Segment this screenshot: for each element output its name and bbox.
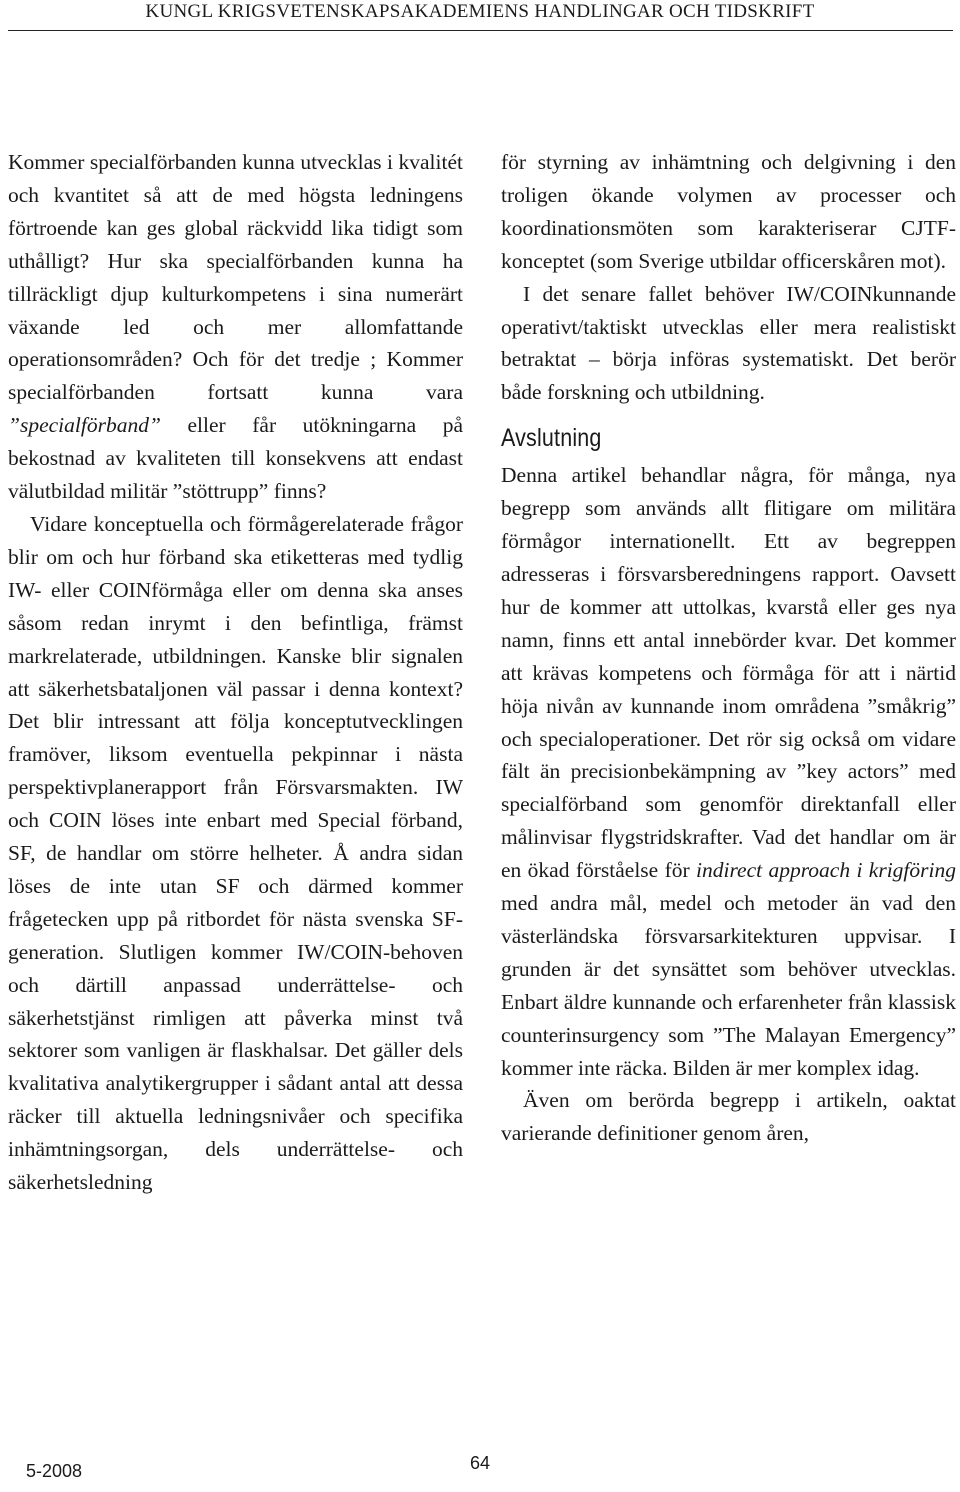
footer-page-number: 64	[469, 1453, 491, 1473]
right-paragraph-4: Även om berörda begrepp i artikeln, oaktat varierande definitioner genom åren,	[501, 1088, 956, 1146]
right-paragraph-3	[501, 459, 956, 1084]
header-rule	[8, 30, 953, 31]
left-paragraph-1	[8, 146, 463, 508]
right-paragraph-2: I det senare fallet behöver IW/COINkunnande operativt/taktiskt utvecklas eller mera realistiskt betraktat – börja införas systematiskt. Det berör både forskning och utbildning.	[501, 281, 956, 405]
right-column	[501, 146, 956, 1150]
right-p3-text-b: med andra mål, medel och metoder än vad den västerländska försvarsarkitekturen uppvisar. I grunden är det synsättet som behöver utvecklas. Enbart äldre kunnande och erfarenheter från klassisk counterinsurgency som ”The Malayan Emergency” kommer inte räcka. Bilden är mer komplex idag.	[501, 891, 956, 1080]
left-paragraph-2: Vidare konceptuella och förmågerelaterade frågor blir om och hur förband ska etiketteras med tydlig IW- eller COINförmåga eller om denna ska anses såsom redan inrymt i den befintliga, främst markrelaterade, utbildningen. Kanske blir signalen att säkerhetsbataljonen väl passar i denna kontext? Det blir intressant att följa konceptutvecklingen framöver, liksom eventuella pekpinnar i nästa perspektivplanerapport från Försvarsmakten. IW och COIN löses inte enbart med Special förband, SF, de handlar om större helheter. Å andra sidan löses de inte utan SF och därmed kommer frågetecken upp på ritbordet för nästa svenska SF-generation. Slutligen kommer IW/COIN-behoven och därtill anpassad underrättelse- och säkerhetstjänst rimligen att påverka minst två sektorer som vanligen är flaskhalsar. Det gäller dels kvalitativa analytikergrupper i sådant antal att dessa räcker till aktuella ledningsnivåer och specifika inhämtningsorgan, dels underrättelse- och säkerhetsledning	[8, 511, 463, 1195]
left-p1-text-a: Kommer specialförbanden kunna utvecklas i kvalitét och kvantitet så att de med högsta ledningens förtroende kan ges global räckvidd lika tidigt som uthålligt? Hur ska specialförbanden kunna ha tillräckligt djup kulturkompetens i sina numerärt växande led och mer allomfattande operationsområden? Och för det tredje ; Kommer specialförbanden fortsatt kunna vara	[8, 150, 463, 405]
section-heading: Avslutning	[501, 424, 602, 453]
right-p3-text-a: Denna artikel behandlar några, för många, nya begrepp som används allt flitigare om militära förmågor internationellt. Ett av begreppen adresseras i försvarsberedningens rapport. Oavsett hur de kommer att uttolkas, kvarstå eller ges nya namn, finns ett antal innebörder kvar. Det kommer att krävas kompetens och förmåga för att i närtid höja nivån av kunnande inom områdena ”småkrig” och specialoperationer. Det rör sig också om vidare fält än precisionbekämpning av ”key actors” med specialförband som genomför direktanfall eller målinvisar flygstridskrafter. Vad det handlar om är en ökad förståelse för	[501, 463, 956, 883]
left-p1-text-b: eller får utökningarna på bekostnad av kvaliteten till konsekvens att endast välutbildad militär ”stöttrupp” finns?	[8, 413, 463, 504]
left-column	[8, 146, 463, 1199]
running-header: KUNGL KRIGSVETENSKAPSAKADEMIENS HANDLINGAR OCH TIDSKRIFT	[145, 1, 815, 22]
right-p3-emphasis: indirect approach i krigföring	[696, 858, 956, 883]
left-p1-emphasis: ”specialförband”	[8, 413, 161, 438]
right-paragraph-1: för styrning av inhämtning och delgivning i den troligen ökande volymen av processer och koordinationsmöten som karakteriserar CJTF-konceptet (som Sverige utbildar officerskåren mot).	[501, 150, 956, 273]
footer-issue: 5-2008	[26, 1461, 83, 1481]
